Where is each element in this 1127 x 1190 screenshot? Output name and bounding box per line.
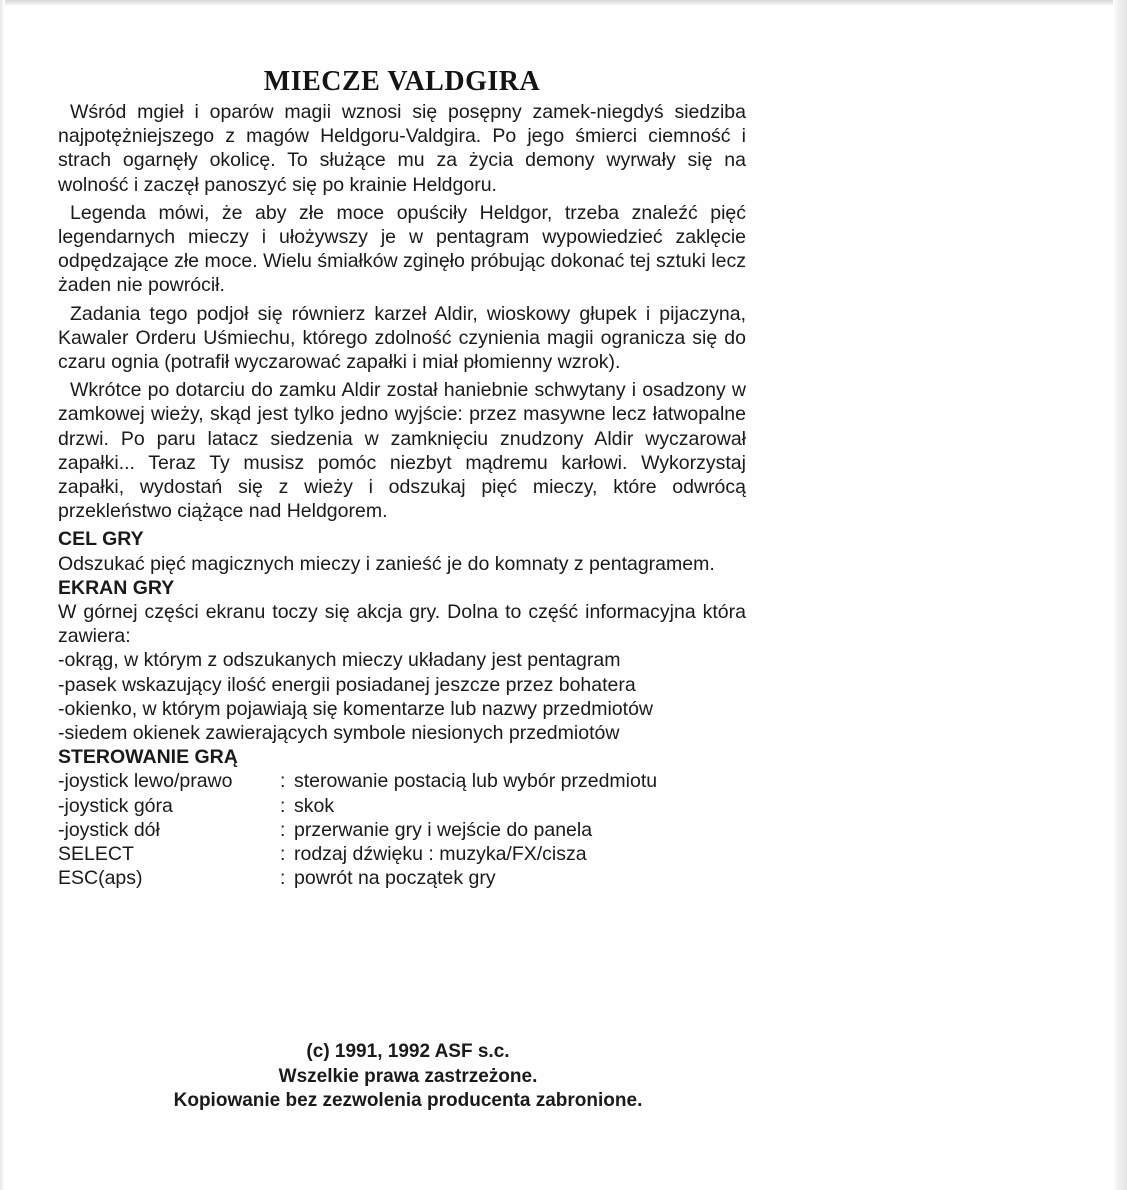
copyright-line: (c) 1991, 1992 ASF s.c. <box>306 1041 510 1062</box>
copy-prohibited-line: Kopiowanie bez zezwolenia producenta zabronione. <box>173 1090 643 1111</box>
control-row <box>58 818 746 842</box>
control-separator: : <box>280 770 286 793</box>
goal-text: Odszukać pięć magicznych mieczy i zanieść je do komnaty z pentagramem. <box>58 552 715 575</box>
screen-text: W górnej części ekranu toczy się akcja gry. Dolna to część informacyjna która zawiera: <box>58 601 746 648</box>
control-action: rodzaj dźwięku : muzyka/FX/cisza <box>294 843 587 866</box>
page-top-edge <box>0 0 1127 5</box>
control-row <box>58 842 746 866</box>
screen-item: -okrąg, w którym z odszukanych mieczy układany jest pentagram <box>58 649 621 672</box>
screen-item: -siedem okienek zawierających symbole niesionych przedmiotów <box>58 722 620 745</box>
control-action: sterowanie postacią lub wybór przedmiotu <box>294 770 658 793</box>
control-action: skok <box>294 794 335 817</box>
control-separator: : <box>280 843 286 866</box>
screen-item: -okienko, w którym pojawiają się komentarze lub nazwy przedmiotów <box>58 697 653 720</box>
control-key: -joystick lewo/prawo <box>58 770 233 793</box>
control-key: ESC(aps) <box>58 867 143 890</box>
control-key: -joystick góra <box>58 794 173 817</box>
control-action: przerwanie gry i wejście do panela <box>294 818 593 841</box>
control-separator: : <box>280 818 286 841</box>
control-row <box>58 866 746 890</box>
page-right-edge <box>1113 0 1127 1190</box>
control-action: powrót na początek gry <box>294 867 496 890</box>
rights-reserved-line: Wszelkie prawa zastrzeżone. <box>278 1065 538 1087</box>
control-separator: : <box>280 867 286 890</box>
copyright-block <box>58 1040 758 1114</box>
page-title: MIECZE VALDGIRA <box>263 66 541 97</box>
control-row <box>58 769 746 793</box>
control-key: SELECT <box>58 843 134 866</box>
control-row <box>58 794 746 818</box>
control-key: -joystick dół <box>58 818 160 841</box>
controls-heading: STEROWANIE GRĄ <box>58 746 238 769</box>
control-separator: : <box>280 794 286 817</box>
intro-paragraph-4: Wkrótce po dotarciu do zamku Aldir został haniebnie schwytany i osadzony w zamkowej wieży, skąd jest tylko jedno wyjście: przez masywne lecz łatwopalne drzwi. Po paru latacz siedzenia w zamknięciu znudzony Aldir wyczarował zapałki... Teraz Ty musisz pomóc niezbyt mądremu karłowi. Wykorzystaj zapałki, wydostań się z wieży i odszukaj pięć mieczy, które odwrócą przekleństwo ciążące nad Heldgorem. <box>58 379 746 523</box>
manual-content <box>58 66 746 891</box>
intro-paragraph-1: Wśród mgieł i oparów magii wznosi się posępny zamek-niegdyś siedziba najpotężniejszego z magów Heldgoru-Valdgira. Po jego śmierci ciemność i strach ogarnęły okolicę. To służące mu za życia demony wyrwały się na wolność i zaczęł panoszyć się po krainie Heldgoru. <box>58 101 746 196</box>
goal-heading: CEL GRY <box>58 528 144 551</box>
page-left-edge <box>0 0 5 1190</box>
intro-paragraph-2: Legenda mówi, że aby złe moce opuściły Heldgor, trzeba znaleźć pięć legendarnych mieczy i ułożywszy je w pentagram wypowiedzieć zaklęcie odpędzające złe moce. Wielu śmiałków zginęło próbując dokonać tej sztuki lecz żaden nie powrócił. <box>58 201 746 297</box>
screen-item: -pasek wskazujący ilość energii posiadanej jeszcze przez bohatera <box>58 673 636 696</box>
intro-paragraph-3: Zadania tego podjoł się równierz karzeł Aldir, wioskowy głupek i pijaczyna, Kawaler Orderu Uśmiechu, którego zdolność czynienia magii ogranicza się do czaru ognia (potrafił wyczarować zapałki i miał płomienny wzrok). <box>58 302 746 374</box>
screen-heading: EKRAN GRY <box>58 576 175 599</box>
